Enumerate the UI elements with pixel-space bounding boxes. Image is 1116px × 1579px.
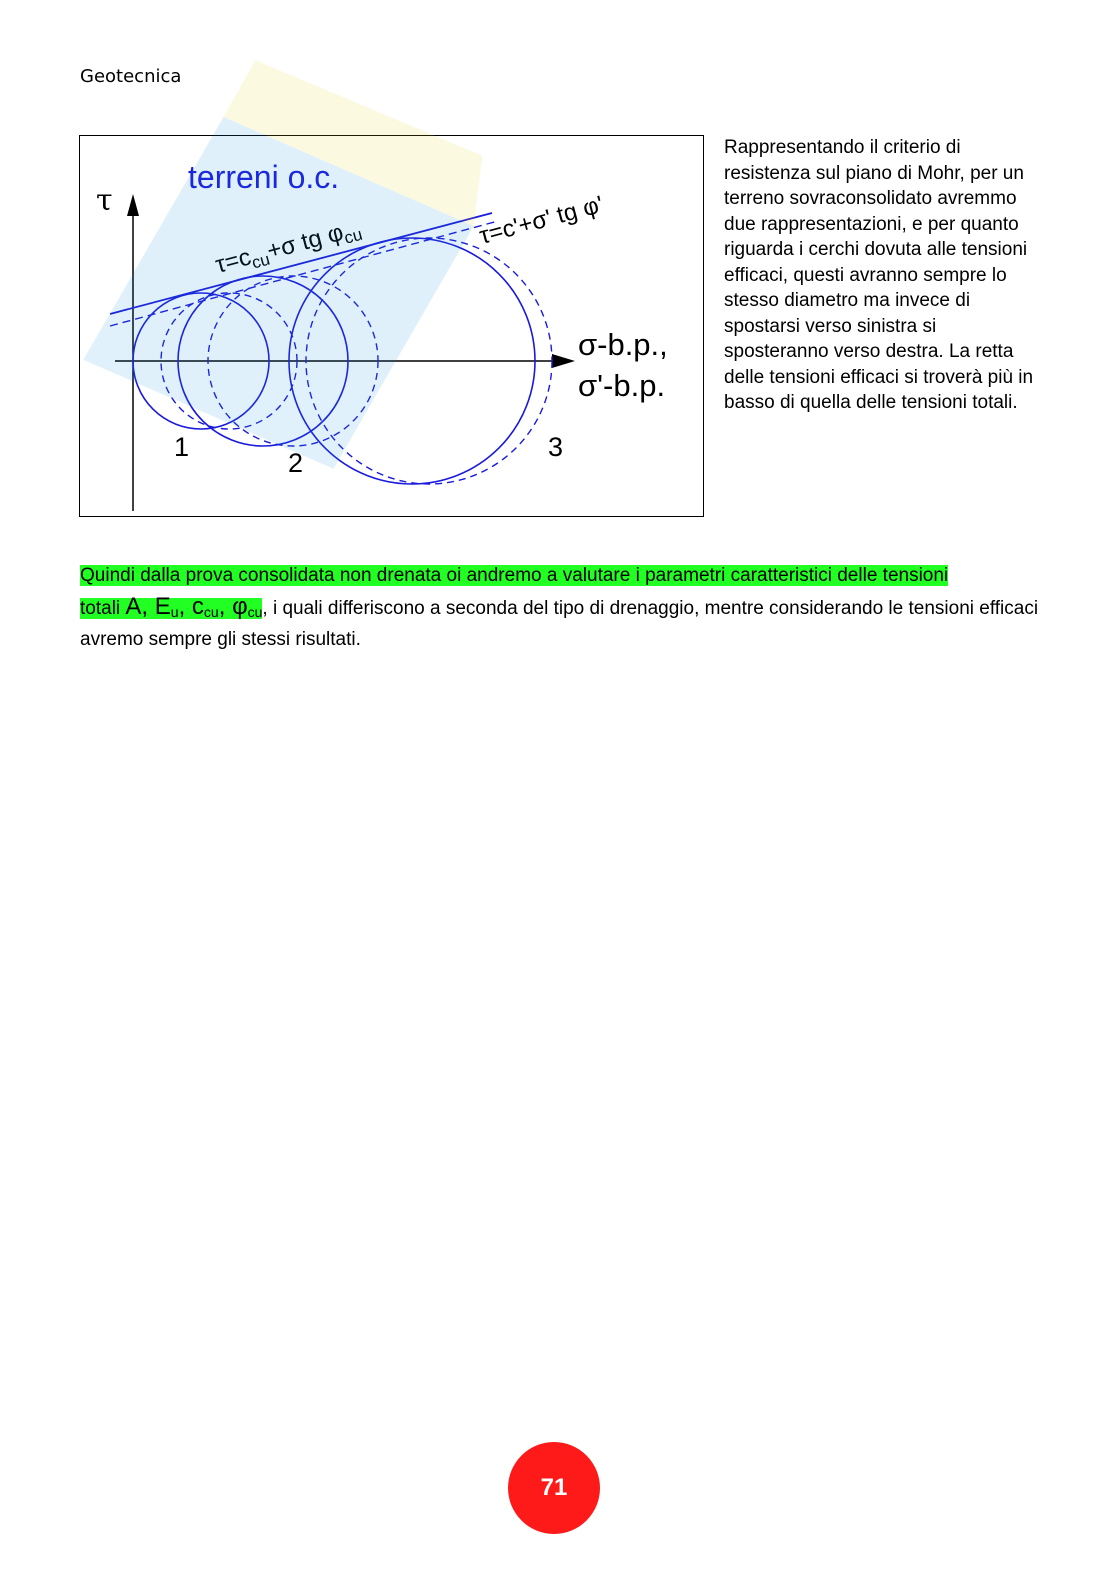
paragraph-rest: , i quali differiscono a seconda del tipo di drenaggio, mentre considerando le tensioni efficaci avremo sempre gli stessi risultati. (80, 598, 1039, 650)
figure-title: terreni o.c. (188, 159, 340, 195)
total-line-label: $\tau=c_{cu}+\sigma$ tg $\varphi_{cu}$ (212, 218, 365, 279)
sigma-label-effective: σ'-b.p. (578, 368, 666, 403)
param-c-sub: cu (203, 604, 219, 620)
page-header: Geotecnica (80, 66, 182, 87)
circle-label-2: 2 (288, 448, 304, 478)
separator-2: , (218, 593, 233, 620)
circle-label-3: 3 (548, 432, 564, 462)
circle-label-1: 1 (174, 432, 190, 462)
main-paragraph (80, 560, 1040, 655)
highlighted-parameters (80, 593, 263, 620)
param-e-sub: u (170, 604, 179, 620)
param-e: E (154, 593, 171, 620)
param-phi-sub: cu (247, 604, 263, 620)
param-a: A, (125, 593, 155, 620)
tau-axis-arrow (127, 194, 139, 216)
effective-line-label: τ=c'+σ' tg φ' (476, 190, 607, 250)
param-phi: φ (232, 593, 248, 620)
param-c: c (191, 593, 204, 620)
sigma-axis-arrow (552, 354, 575, 368)
tau-axis-label: τ (96, 183, 113, 218)
side-description: Rappresentando il criterio di resistenza sul piano di Mohr, per un terreno sovraconsolidato avremmo due rappresentazioni, e per quanto riguarda i cerchi dovuta alle tensioni efficaci, questi avranno sempre lo stesso diametro ma invece di spostarsi verso sinistra si sposteranno verso destra. La retta delle tensioni efficaci si troverà più in basso di quella delle tensioni totali. (724, 137, 1034, 413)
separator-1: , (178, 593, 192, 620)
page-number-badge: 71 (508, 1442, 600, 1534)
mohr-diagram-svg (80, 136, 702, 515)
mohr-diagram (79, 135, 704, 517)
sigma-label-total: σ-b.p., (578, 327, 668, 362)
highlighted-line-1: Quindi dalla prova consolidata non drenata oi andremo a valutare i parametri caratteristici delle tensioni (80, 565, 949, 586)
totali-word: totali (80, 598, 126, 619)
